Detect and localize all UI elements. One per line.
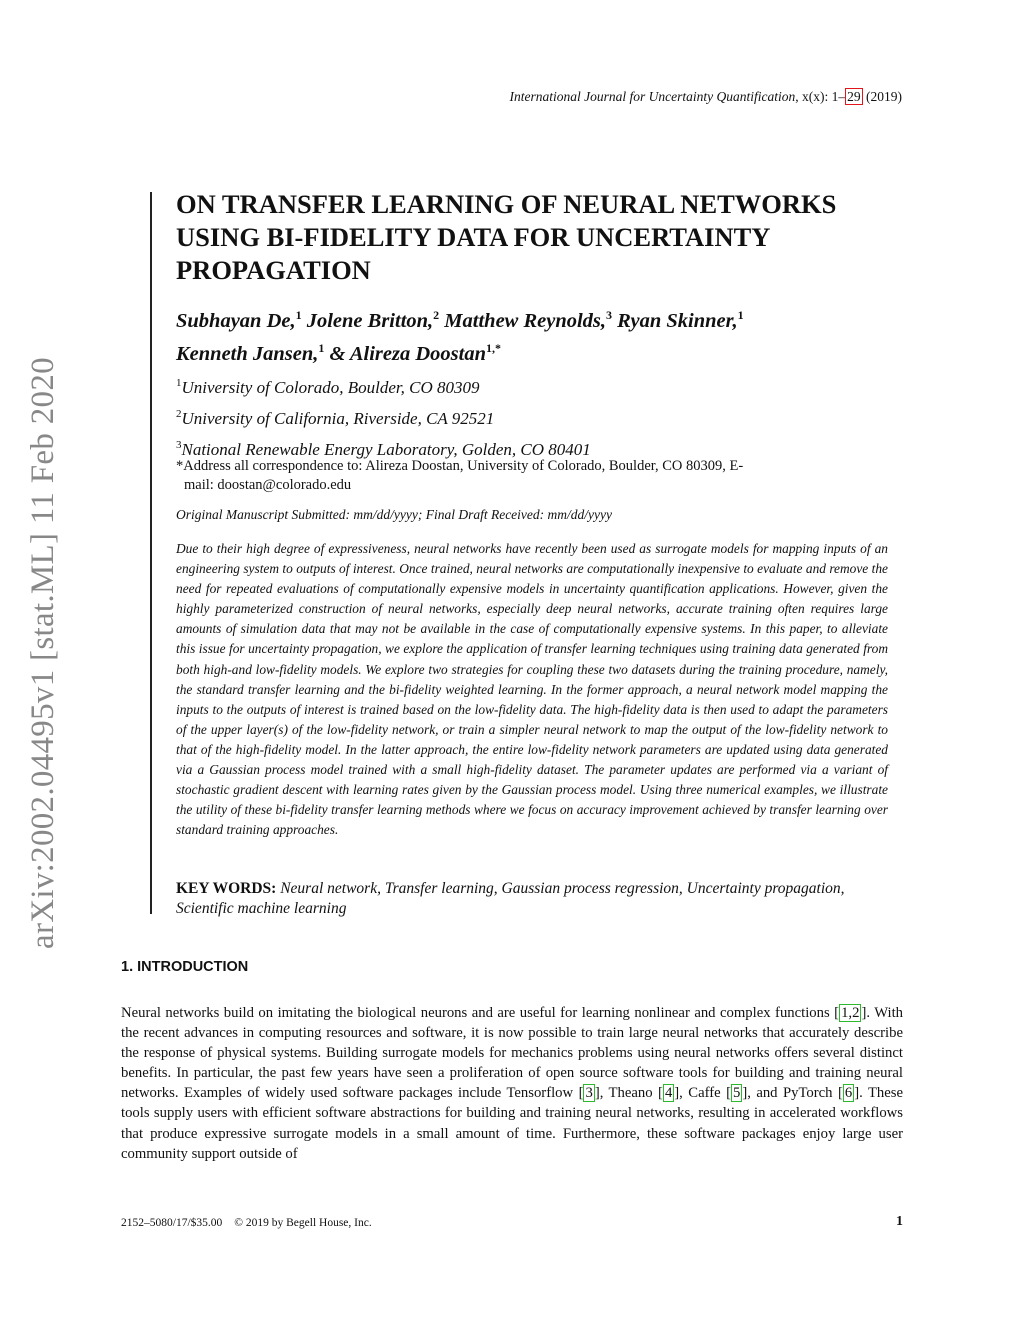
manuscript-dates: Original Manuscript Submitted: mm/dd/yyyy; Final Draft Received: mm/dd/yyyy xyxy=(176,507,613,522)
arxiv-stamp: arXiv:2002.04495v1 [stat.ML] 11 Feb 2020 xyxy=(25,357,61,949)
author: Kenneth Jansen,$^1$ xyxy=(176,341,325,365)
volume-info: , x(x): 1– xyxy=(795,89,846,104)
author: Matthew Reynolds,$^3$ xyxy=(444,308,613,332)
author: Subhayan De,$^1$ xyxy=(176,308,302,332)
citation-link: 1,2 xyxy=(841,1005,860,1021)
affiliation: $^1$University of Colorado, Boulder, CO 80309 xyxy=(176,377,480,397)
citation-link[interactable]: 3 xyxy=(585,1085,593,1102)
citation-link[interactable]: 5 xyxy=(732,1085,741,1102)
correspondence-line: *Address all correspondence to: Alireza Doostan, University of Colorado, Boulder, CO 80309, E- xyxy=(176,458,744,474)
copyright: © 2019 by Begell House, Inc. xyxy=(234,1217,372,1229)
running-head xyxy=(510,89,902,105)
author-list xyxy=(176,302,896,368)
journal-name: International Journal for Uncertainty Quantification xyxy=(509,89,796,104)
year: (2019) xyxy=(862,89,902,104)
author: Jolene Britton,$^2$ xyxy=(306,308,440,332)
author: Ryan Skinner,$^1$ xyxy=(617,308,744,332)
section-heading: 1. INTRODUCTION xyxy=(121,959,249,975)
last-page-link[interactable]: 29 xyxy=(847,89,861,104)
keywords xyxy=(176,879,892,919)
page-number: 1 xyxy=(896,1214,903,1229)
keywords-label: KEY WORDS: xyxy=(176,880,277,897)
keywords-text: Neural network, Transfer learning, Gaussian process regression, Uncertainty propagation, Scientific machine learning xyxy=(176,880,845,917)
footer-info xyxy=(121,1217,372,1229)
author: & Alireza Doostan$^{1,*}$ xyxy=(329,341,501,365)
affiliation: $^3$National Renewable Energy Laboratory, Golden, CO 80401 xyxy=(176,439,591,459)
affiliation-list xyxy=(176,370,896,463)
citation-link[interactable]: 6 xyxy=(844,1085,853,1102)
paper-title: ON TRANSFER LEARNING OF NEURAL NETWORKS USING BI-FIDELITY DATA FOR UNCERTAINTY PROPAGATION xyxy=(176,189,837,285)
title-block-rule xyxy=(150,192,152,914)
affiliation: $^2$University of California, Riverside, CA 92521 xyxy=(176,408,495,428)
citation-link[interactable]: 4 xyxy=(664,1085,673,1102)
correspondence-email: mail: doostan@colorado.edu xyxy=(184,477,352,493)
issn: 2152–5080/17/$35.00 xyxy=(121,1217,223,1229)
abstract: Due to their high degree of expressiveness, neural networks have recently been used as surrogate models for mapping inputs of an engineering system to outputs of interest. Once trained, neural networks are computationally inexpensive to evaluate and remove the need for repeated evaluations of computationally expensive models in uncertainty quantification applications. However, given the highly parameterized construction of neural networks, especially deep neural networks, accurate training often requires large amounts of simulation data that may not be available in the case of computationally expensive systems. In this paper, to alleviate this issue for uncertainty propagation, we explore the application of transfer learning techniques using training data generated from both high-and low-fidelity models. We explore two strategies for coupling these two datasets during the training procedure, namely, the standard transfer learning and the bi-fidelity weighted learning. In the former approach, a neural network model mapping the inputs to the outputs of interest is trained based on the low-fidelity data. The high-fidelity data is then used to adapt the parameters of the upper layer(s) of the low-fidelity network, or train a simpler neural network to map the output of the low-fidelity network to that of the high-fidelity model. In the latter approach, the entire low-fidelity network parameters are updated using data generated via a Gaussian process model trained with a small high-fidelity dataset. The parameter updates are performed via a variant of stochastic gradient descent with learning rates given by the Gaussian process model. Using three numerical examples, we illustrate the utility of these bi-fidelity transfer learning methods where we focus on accuracy improvement achieved by transfer learning over standard training approaches. xyxy=(176,541,888,838)
correspondence-note xyxy=(176,457,890,495)
intro-paragraph: Neural networks build on imitating the biological neurons and are useful for learning nonlinear and complex functions [ 1,2 ]. With the recent advances in computing resources and software, it is now possible to train large neural networks that accurately describe the response of physical systems. Building surrogate models for mechanics problems using neural networks offers several distinct benefits. In particular, the past few years have seen a proliferation of open source software tools for building and training neural networks. Examples of widely used software packages include Tensorflow [ 3 ], Theano [ 4 ], Caffe [ 5 ], and PyTorch [ 6 ]. These tools supply users with efficient software abstractions for building and training neural networks, resulting in accelerated workflows that produce expressive surrogate models in a small amount of time. Furthermore, these software packages enjoy large user community support outside of xyxy=(121,1005,904,1162)
